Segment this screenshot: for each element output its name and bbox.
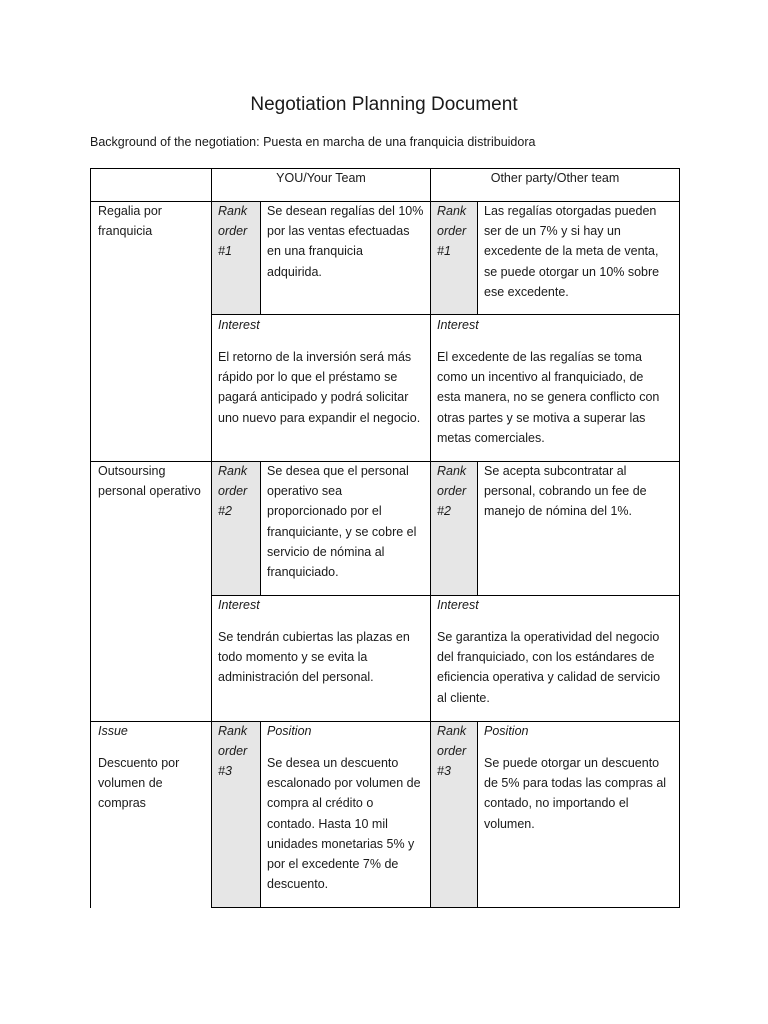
interest-cell: El retorno de la inversión será más rápido por lo que el préstamo se pagará anticipado y podrá solicitar uno nuevo para expandir el negocio. (218, 350, 421, 425)
table-rule (477, 201, 478, 314)
position-cell: Se puede otorgar un descuento de 5% para todas las compras al contado, no importando el volumen. (484, 756, 667, 831)
rank-cell: Rank order #3 (437, 724, 467, 779)
rank-cell: Rank order #2 (437, 464, 467, 519)
table-rule (260, 201, 261, 314)
interest-cell: Se tendrán cubiertas las plazas en todo momento y se evita la administración del personal. (218, 630, 410, 685)
issue-cell: Outsoursing personal operativo (98, 464, 201, 499)
table-rule (211, 907, 680, 908)
position-cell: Se desean regalías del 10% por las ventas efectuadas en una franquicia adquirida. (267, 204, 424, 279)
issue-label: Issue (98, 724, 128, 738)
table-rule (211, 168, 212, 908)
background-value: Puesta en marcha de una franquicia distribuidora (263, 135, 536, 149)
table-rule (260, 721, 261, 907)
table-rule (679, 168, 680, 908)
position-cell: Se acepta subcontratar al personal, cobrando un fee de manejo de nómina del 1%. (484, 464, 647, 519)
position-label: Position (484, 724, 529, 738)
interest-label: Interest (218, 598, 260, 612)
issue-cell: Regalia por franquicia (98, 204, 162, 239)
table-rule (90, 721, 680, 722)
table-rule (477, 461, 478, 595)
rank-cell: Rank order #1 (437, 204, 467, 259)
table-rule (430, 168, 431, 908)
interest-label: Interest (437, 318, 479, 332)
position-cell: Se desea un descuento escalonado por volumen de compra al crédito o contado. Hasta 10 mil unidades monetarias 5% y por el excedente 7% de descuento. (267, 756, 421, 892)
position-cell: Las regalías otorgadas pueden ser de un 7% y si hay un excedente de la meta de venta, se puede otorgar un 10% sobre ese excedente. (484, 204, 660, 299)
interest-cell: El excedente de las regalías se toma como un incentivo al franquiciado, de esta manera, no se genera conflicto con otras partes y se motiva a superar las metas comerciales. (437, 350, 660, 445)
rank-cell: Rank order #2 (218, 464, 248, 519)
table-rule (90, 168, 91, 908)
position-cell: Se desea que el personal operativo sea proporcionado por el franquiciante, y se cobre el servicio de nómina al franquiciado. (267, 464, 417, 580)
interest-label: Interest (218, 318, 260, 332)
position-label: Position (267, 724, 312, 738)
interest-label: Interest (437, 598, 479, 612)
header-other: Other party/Other team (490, 171, 620, 185)
table-rule (260, 461, 261, 595)
table-rule (477, 721, 478, 907)
interest-cell: Se garantiza la operatividad del negocio del franquiciado, con los estándares de eficiencia operativa y calidad de servicio al cliente. (437, 630, 661, 705)
issue-cell: Descuento por volumen de compras (98, 756, 180, 811)
header-you: YOU/Your Team (276, 171, 366, 185)
rank-cell: Rank order #3 (218, 724, 248, 779)
rank-cell: Rank order #1 (218, 204, 248, 259)
page-title: Negotiation Planning Document (250, 94, 518, 115)
background-label: Background of the negotiation: (90, 135, 260, 149)
